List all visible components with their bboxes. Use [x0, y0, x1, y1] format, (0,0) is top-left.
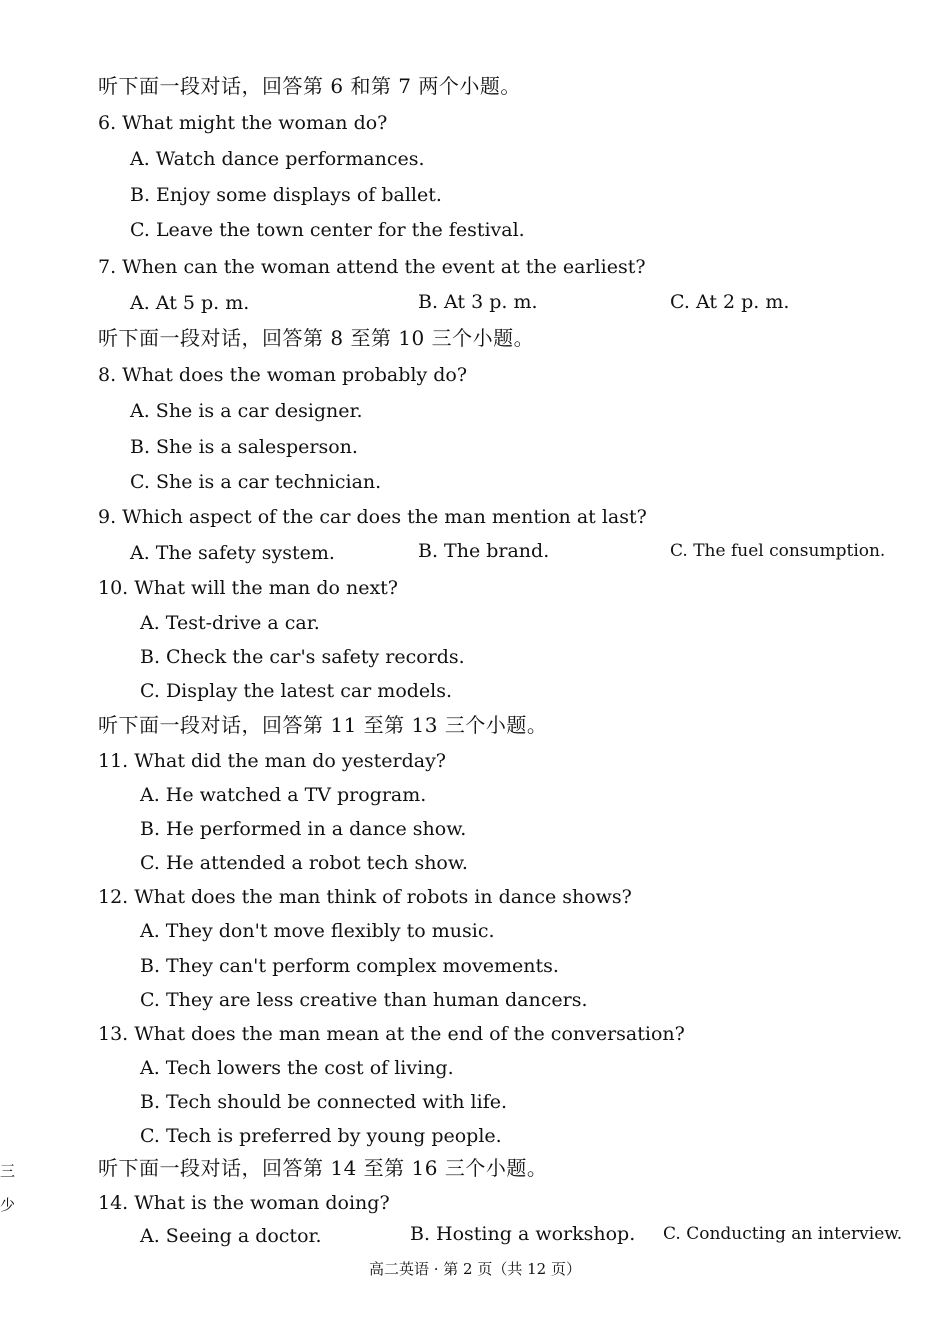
option-c: C. The fuel consumption.	[670, 541, 886, 561]
question-stem: 11. What did the man do yesterday?	[98, 750, 446, 772]
option-a: A. Seeing a doctor.	[140, 1225, 322, 1247]
question-stem: 12. What does the man think of robots in dance shows?	[98, 886, 632, 908]
option-b: B. Hosting a workshop.	[410, 1223, 636, 1245]
question-stem: 7. When can the woman attend the event at the earliest?	[98, 256, 646, 278]
option-b: B. At 3 p. m.	[418, 291, 538, 313]
option-c: C. Display the latest car models.	[140, 680, 453, 702]
option-a: A. At 5 p. m.	[130, 292, 250, 314]
option-c: C. Leave the town center for the festival.	[130, 219, 525, 241]
question-stem: 13. What does the man mean at the end of the conversation?	[98, 1023, 685, 1045]
option-a: A. The safety system.	[130, 542, 335, 564]
option-b: B. The brand.	[418, 540, 550, 562]
option-a: A. Test-drive a car.	[140, 612, 320, 634]
question-stem: 8. What does the woman probably do?	[98, 364, 468, 386]
question-stem: 6. What might the woman do?	[98, 112, 388, 134]
option-b: B. Tech should be connected with life.	[140, 1091, 508, 1113]
option-c: C. She is a car technician.	[130, 471, 382, 493]
option-b: B. He performed in a dance show.	[140, 818, 467, 840]
option-c: C. They are less creative than human dancers.	[140, 989, 588, 1011]
option-b: B. She is a salesperson.	[130, 436, 358, 458]
option-b: B. Enjoy some displays of ballet.	[130, 184, 442, 206]
option-b: B. They can't perform complex movements.	[140, 955, 559, 977]
option-a: A. Watch dance performances.	[130, 148, 425, 170]
option-a: A. He watched a TV program.	[140, 784, 427, 806]
option-c: C. He attended a robot tech show.	[140, 852, 468, 874]
option-c: C. At 2 p. m.	[670, 291, 790, 313]
question-stem: 14. What is the woman doing?	[98, 1192, 390, 1214]
option-a: A. Tech lowers the cost of living.	[140, 1057, 454, 1079]
option-c: C. Conducting an interview.	[663, 1224, 903, 1244]
option-a: A. They don't move flexibly to music.	[140, 920, 495, 942]
edge-mark: 少	[0, 1196, 16, 1214]
section-instruction: 听下面一段对话，回答第 8 至第 10 三个小题。	[98, 326, 535, 350]
page-footer: 高二英语 · 第 2 页（共 12 页）	[368, 1260, 581, 1278]
option-a: A. She is a car designer.	[130, 400, 363, 422]
option-b: B. Check the car's safety records.	[140, 646, 465, 668]
edge-mark: 三	[0, 1162, 16, 1180]
section-instruction: 听下面一段对话，回答第 11 至第 13 三个小题。	[98, 713, 548, 737]
question-stem: 10. What will the man do next?	[98, 577, 398, 599]
section-instruction: 听下面一段对话，回答第 14 至第 16 三个小题。	[98, 1156, 548, 1180]
option-c: C. Tech is preferred by young people.	[140, 1125, 502, 1147]
question-stem: 9. Which aspect of the car does the man mention at last?	[98, 506, 647, 528]
section-instruction: 听下面一段对话，回答第 6 和第 7 两个小题。	[98, 74, 521, 98]
